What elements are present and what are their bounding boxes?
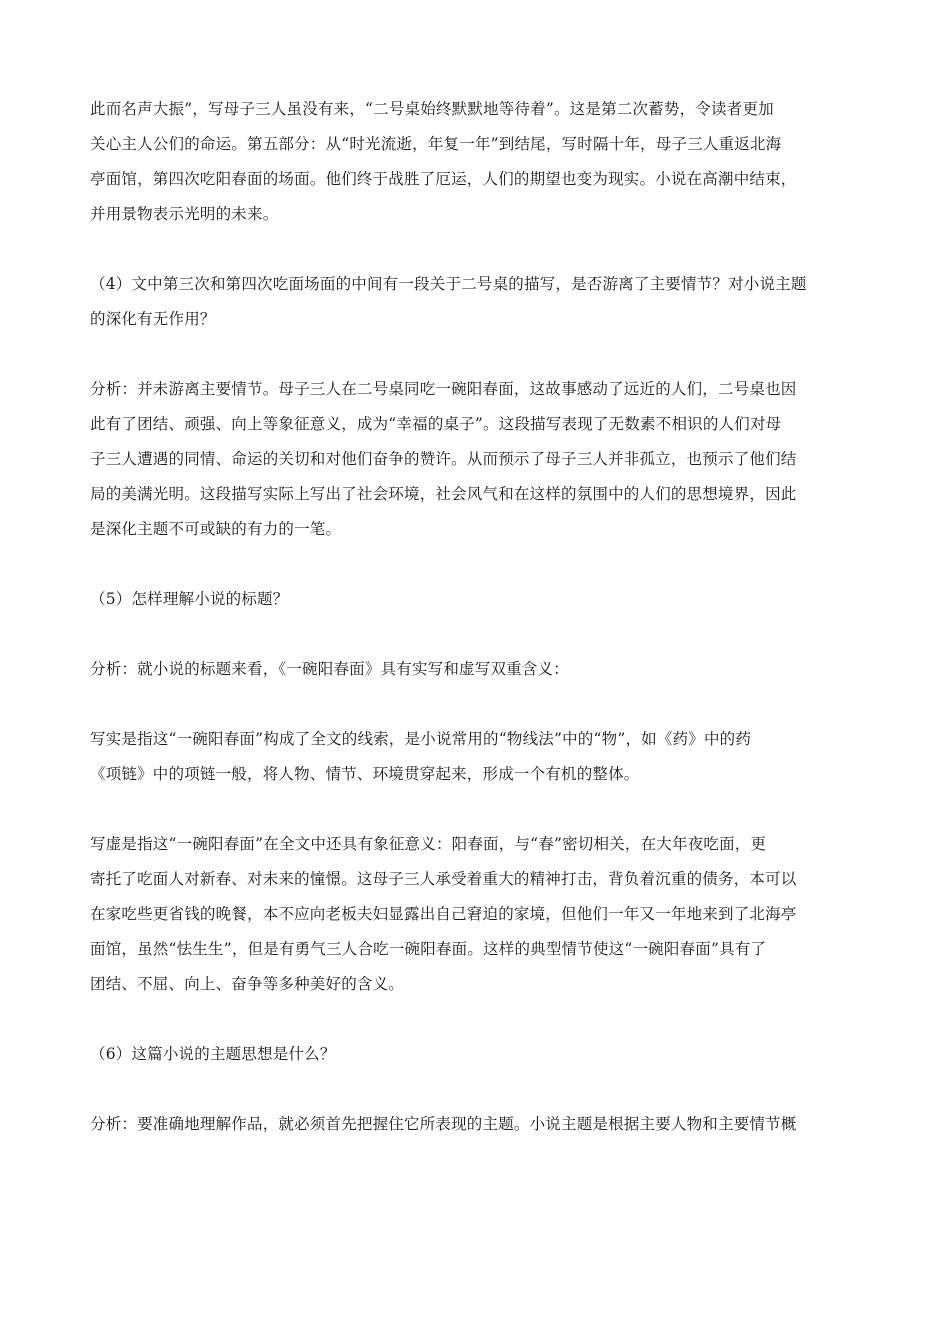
answer-5-symbolic: [90, 827, 860, 1002]
text-line: （4）文中第三次和第四次吃面场面的中间有一段关于二号桌的描写，是否游离了主要情节？对小说主题: [90, 275, 807, 293]
text-line: 关心主人公们的命运。第五部分：从“时光流逝，年复一年”到结尾，写时隔十年，母子三人重返北海: [90, 135, 782, 153]
text-line: （5）怎样理解小说的标题？: [90, 590, 289, 608]
text-line: 的深化有无作用？: [90, 310, 216, 328]
question-6: [90, 1037, 860, 1072]
text-line: 在家吃些更省钱的晚餐，本不应向老板夫妇显露出自己窘迫的家境，但他们一年又一年地来到了北海亭: [90, 905, 797, 923]
question-5: [90, 582, 860, 617]
text-line: 局的美满光明。这段描写实际上写出了社会环境，社会风气和在这样的氛围中的人们的思想境界，因此: [90, 485, 797, 503]
answer-4: [90, 372, 860, 547]
text-line: 面馆，虽然“怯生生”，但是有勇气三人合吃一碗阳春面。这样的典型情节使这“一碗阳春面”具有了: [90, 940, 767, 958]
text-line: 写实是指这“一碗阳春面”构成了全文的线索，是小说常用的“物线法”中的“物”，如《药》中的药: [90, 730, 752, 748]
text-line: 写虚是指这“一碗阳春面”在全文中还具有象征意义：阳春面，与“春”密切相关，在大年夜吃面，更: [90, 835, 767, 853]
answer-6: [90, 1107, 860, 1142]
text-line: （6）这篇小说的主题思想是什么？: [90, 1045, 336, 1063]
answer-5-literal: [90, 722, 860, 792]
text-line: 分析：就小说的标题来看，《一碗阳春面》具有实写和虚写双重含义：: [90, 660, 569, 678]
text-line: 子三人遭遇的同情、命运的关切和对他们奋争的赞许。从而预示了母子三人并非孤立，也预示了他们结: [90, 450, 797, 468]
text-line: 亭面馆，第四次吃阳春面的场面。他们终于战胜了厄运，人们的期望也变为现实。小说在高潮中结束，: [90, 170, 797, 188]
document-page: [90, 92, 860, 1142]
text-line: 寄托了吃面人对新春、对未来的憧憬。这母子三人承受着重大的精神打击，背负着沉重的债务，本可以: [90, 870, 797, 888]
text-line: 此而名声大振”，写母子三人虽没有来，“二号桌始终默默地等待着”。这是第二次蓄势，令读者更加: [90, 100, 774, 118]
answer-5-intro: [90, 652, 860, 687]
text-line: 分析：要准确地理解作品，就必须首先把握住它所表现的主题。小说主题是根据主要人物和主要情节概: [90, 1115, 797, 1133]
text-line: 分析：并未游离主要情节。母子三人在二号桌同吃一碗阳春面，这故事感动了远近的人们，二号桌也因: [90, 380, 797, 398]
text-line: 是深化主题不可或缺的有力的一笔。: [90, 520, 342, 538]
text-line: 并用景物表示光明的未来。: [90, 205, 279, 223]
question-4: [90, 267, 860, 337]
paragraph-part-five-summary: [90, 92, 860, 232]
text-line: 团结、不屈、向上、奋争等多种美好的含义。: [90, 975, 405, 993]
text-line: 此有了团结、顽强、向上等象征意义，成为“幸福的桌子”。这段描写表现了无数素不相识的人们对母: [90, 415, 782, 433]
text-line: 《项链》中的项链一般，将人物、情节、环境贯穿起来，形成一个有机的整体。: [90, 765, 640, 783]
